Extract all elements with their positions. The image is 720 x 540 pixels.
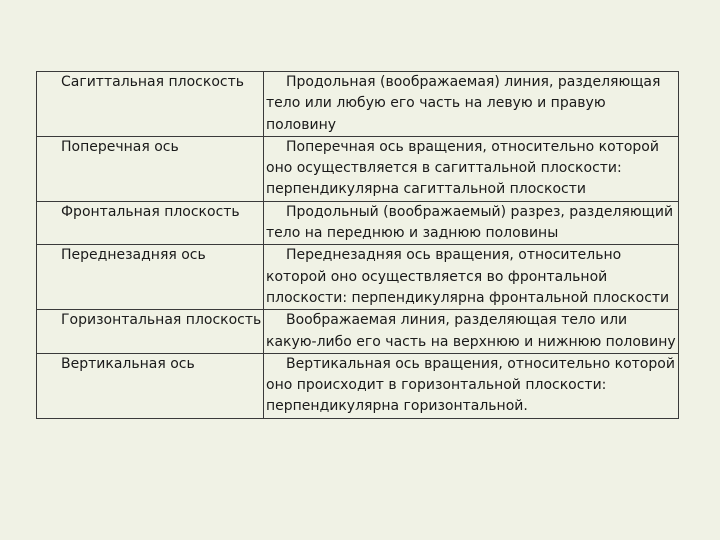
definition-cell: Вертикальная ось вращения, относительно которой оно происходит в горизонтальной плоскости: перпендикулярна горизонтальной. — [264, 353, 679, 418]
definition-cell: Поперечная ось вращения, относительно которой оно осуществляется в сагиттальной плоскости: перпендикулярна сагиттальной плоскости — [264, 136, 679, 201]
term-cell: Вертикальная ось — [37, 353, 264, 418]
term-cell: Сагиттальная плоскость — [37, 72, 264, 137]
table-row — [37, 201, 679, 245]
table-row — [37, 353, 679, 418]
definitions-table — [36, 71, 679, 419]
table-row — [37, 245, 679, 310]
definition-cell: Переднезадняя ось вращения, относительно которой оно осуществляется во фронтальной плоскости: перпендикулярна фронтальной плоскости — [264, 245, 679, 310]
definition-cell: Воображаемая линия, разделяющая тело или какую-либо его часть на верхнюю и нижнюю половину — [264, 310, 679, 354]
table-row — [37, 310, 679, 354]
term-cell: Переднезадняя ось — [37, 245, 264, 310]
table-row — [37, 72, 679, 137]
table-row — [37, 136, 679, 201]
term-cell: Фронтальная плоскость — [37, 201, 264, 245]
definition-cell: Продольный (воображаемый) разрез, разделяющий тело на переднюю и заднюю половины — [264, 201, 679, 245]
term-cell: Поперечная ось — [37, 136, 264, 201]
term-cell: Горизонтальная плоскость — [37, 310, 264, 354]
definition-cell: Продольная (воображаемая) линия, разделяющая тело или любую его часть на левую и правую половину — [264, 72, 679, 137]
